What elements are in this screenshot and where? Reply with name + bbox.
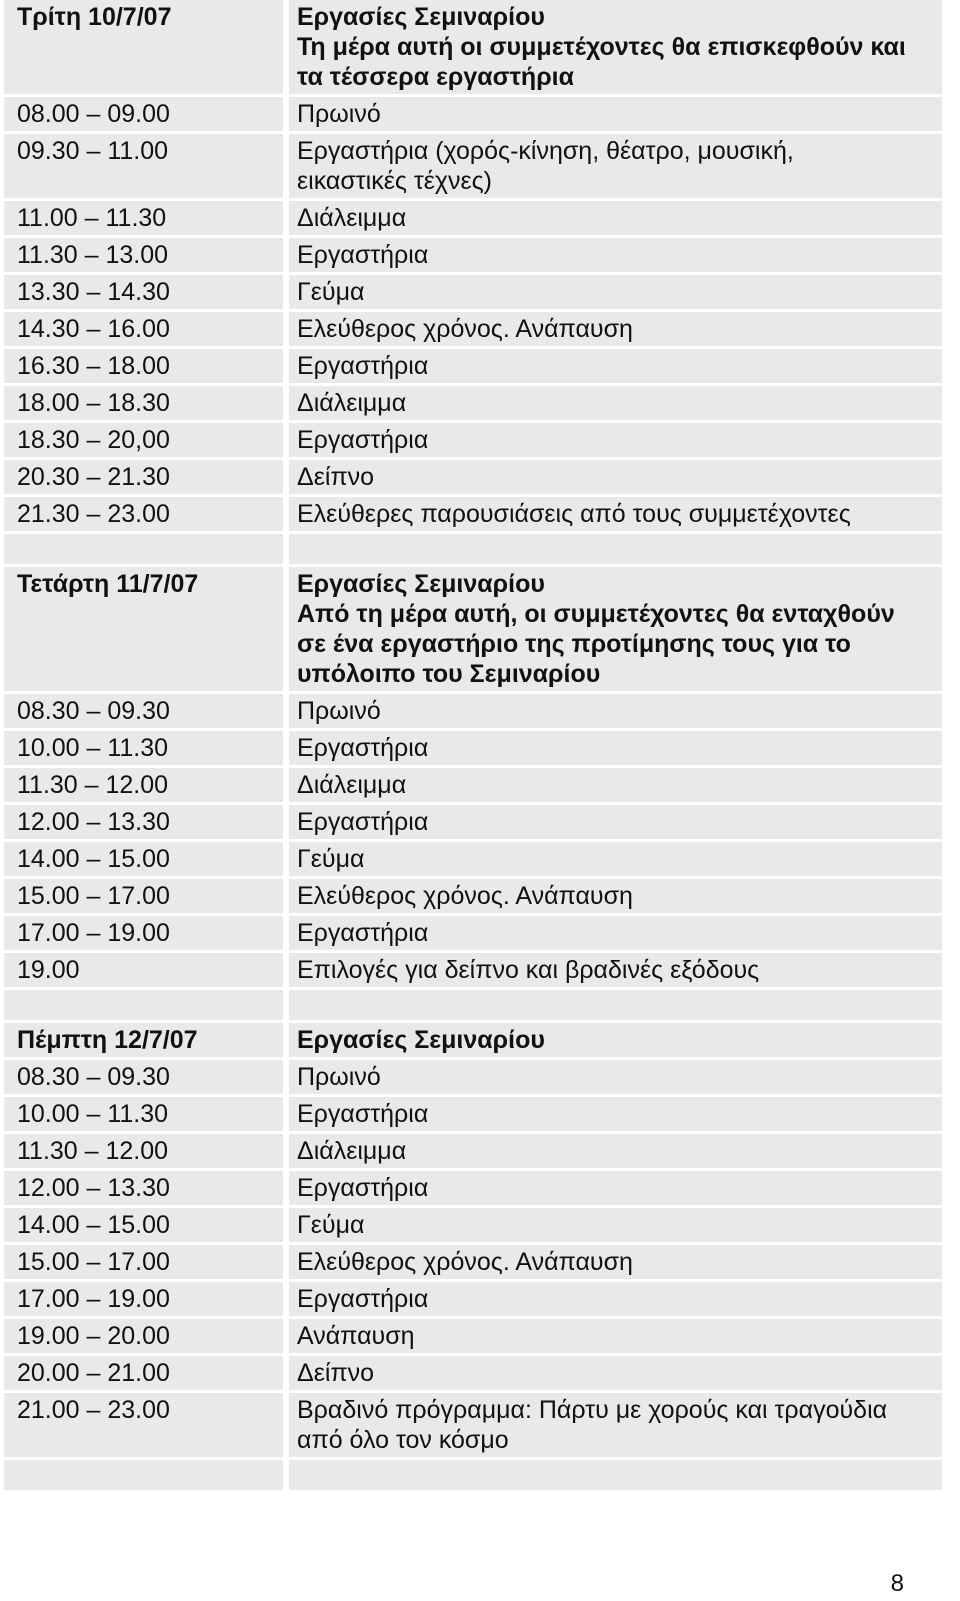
day-title: Εργασίες Σεμιναρίου [297, 3, 545, 31]
activity-line: Βραδινό πρόγραμμα: Πάρτυ με χορούς και τραγούδια [297, 1396, 888, 1424]
day-description-line: τα τέσσερα εργαστήρια [297, 63, 574, 91]
day-date: Τρίτη 10/7/07 [4, 0, 283, 94]
time-slot: 11.30 – 12.00 [4, 768, 283, 802]
time-slot: 10.00 – 11.30 [4, 1097, 283, 1131]
activity-line: Εργαστήρια [297, 1100, 429, 1128]
activity [289, 497, 942, 531]
activity [289, 97, 942, 131]
activity [289, 1393, 942, 1457]
day-header-row [4, 0, 942, 94]
schedule-row [4, 386, 942, 420]
activity-line: Ανάπαυση [297, 1322, 415, 1350]
activity-line: Διάλειμμα [297, 389, 407, 417]
schedule-row [4, 953, 942, 987]
empty-cell [4, 1460, 283, 1490]
time-slot: 12.00 – 13.30 [4, 805, 283, 839]
schedule-row [4, 1060, 942, 1094]
time-slot: 21.00 – 23.00 [4, 1393, 283, 1457]
activity-line: Εργαστήρια [297, 1285, 429, 1313]
day-header-row [4, 1023, 942, 1057]
time-slot: 20.30 – 21.30 [4, 460, 283, 494]
activity-line: Εργαστήρια [297, 919, 429, 947]
day-title: Εργασίες Σεμιναρίου [297, 1026, 545, 1054]
schedule-row [4, 1134, 942, 1168]
activity [289, 349, 942, 383]
day-description-line: Από τη μέρα αυτή, οι συμμετέχοντες θα ενταχθούν [297, 600, 895, 628]
time-slot: 19.00 – 20.00 [4, 1319, 283, 1353]
day-heading [289, 1023, 942, 1057]
time-slot: 14.30 – 16.00 [4, 312, 283, 346]
time-slot: 11.00 – 11.30 [4, 201, 283, 235]
time-slot: 11.30 – 12.00 [4, 1134, 283, 1168]
page-number: 8 [890, 1570, 904, 1597]
spacer-row [4, 990, 942, 1020]
activity [289, 1319, 942, 1353]
activity [289, 1245, 942, 1279]
activity-line: Εργαστήρια [297, 426, 429, 454]
activity-line: Γεύμα [297, 845, 365, 873]
time-slot: 15.00 – 17.00 [4, 1245, 283, 1279]
schedule-row [4, 916, 942, 950]
empty-cell [4, 534, 283, 564]
activity-line: Εργαστήρια [297, 734, 429, 762]
day-date: Πέμπτη 12/7/07 [4, 1023, 283, 1057]
time-slot: 08.00 – 09.00 [4, 97, 283, 131]
time-slot: 11.30 – 13.00 [4, 238, 283, 272]
activity-line: Εργαστήρια [297, 808, 429, 836]
activity-line: Εργαστήρια [297, 1174, 429, 1202]
activity-line: Διάλειμμα [297, 1137, 407, 1165]
activity [289, 312, 942, 346]
activity [289, 805, 942, 839]
activity-line: Επιλογές για δείπνο και βραδινές εξόδους [297, 956, 760, 984]
activity [289, 842, 942, 876]
day-heading [289, 0, 942, 94]
activity-line: εικαστικές τέχνες) [297, 167, 493, 195]
activity-line: Εργαστήρια (χορός-κίνηση, θέατρο, μουσική, [297, 137, 794, 165]
activity [289, 460, 942, 494]
activity [289, 238, 942, 272]
schedule-row [4, 1393, 942, 1457]
empty-cell [289, 990, 942, 1020]
activity [289, 879, 942, 913]
activity [289, 916, 942, 950]
empty-cell [289, 534, 942, 564]
activity-line: Πρωινό [297, 100, 381, 128]
activity [289, 731, 942, 765]
time-slot: 20.00 – 21.00 [4, 1356, 283, 1390]
time-slot: 17.00 – 19.00 [4, 916, 283, 950]
activity-line: από όλο τον κόσμο [297, 1426, 509, 1454]
schedule-row [4, 1245, 942, 1279]
activity [289, 1356, 942, 1390]
schedule-row [4, 97, 942, 131]
time-slot: 08.30 – 09.30 [4, 694, 283, 728]
schedule-row [4, 238, 942, 272]
schedule-table [4, 0, 942, 1493]
activity [289, 1097, 942, 1131]
activity-line: Γεύμα [297, 1211, 365, 1239]
activity [289, 201, 942, 235]
activity [289, 694, 942, 728]
activity [289, 768, 942, 802]
activity-line: Δείπνο [297, 1359, 375, 1387]
activity-line: Ελεύθερος χρόνος. Ανάπαυση [297, 315, 633, 343]
activity [289, 386, 942, 420]
schedule-row [4, 423, 942, 457]
time-slot: 12.00 – 13.30 [4, 1171, 283, 1205]
time-slot: 08.30 – 09.30 [4, 1060, 283, 1094]
schedule-row [4, 1097, 942, 1131]
schedule-row [4, 879, 942, 913]
activity-line: Δείπνο [297, 463, 375, 491]
schedule-row [4, 731, 942, 765]
time-slot: 18.00 – 18.30 [4, 386, 283, 420]
activity [289, 134, 942, 198]
day-heading [289, 567, 942, 691]
schedule-row [4, 1356, 942, 1390]
time-slot: 16.30 – 18.00 [4, 349, 283, 383]
time-slot: 10.00 – 11.30 [4, 731, 283, 765]
day-description-line: υπόλοιπο του Σεμιναρίου [297, 660, 601, 688]
schedule-row [4, 312, 942, 346]
time-slot: 18.30 – 20,00 [4, 423, 283, 457]
time-slot: 14.00 – 15.00 [4, 842, 283, 876]
activity [289, 1060, 942, 1094]
activity [289, 1282, 942, 1316]
empty-cell [4, 990, 283, 1020]
time-slot: 14.00 – 15.00 [4, 1208, 283, 1242]
activity-line: Πρωινό [297, 1063, 381, 1091]
activity [289, 1171, 942, 1205]
schedule-row [4, 134, 942, 198]
time-slot: 17.00 – 19.00 [4, 1282, 283, 1316]
schedule-row [4, 497, 942, 531]
day-header-row [4, 567, 942, 691]
activity-line: Διάλειμμα [297, 771, 407, 799]
activity [289, 423, 942, 457]
schedule-row [4, 694, 942, 728]
day-description-line: σε ένα εργαστήριο της προτίμησης τους για το [297, 630, 851, 658]
activity-line: Γεύμα [297, 278, 365, 306]
activity-line: Ελεύθερος χρόνος. Ανάπαυση [297, 1248, 633, 1276]
activity [289, 1134, 942, 1168]
schedule-row [4, 349, 942, 383]
day-title: Εργασίες Σεμιναρίου [297, 570, 545, 598]
day-date: Τετάρτη 11/7/07 [4, 567, 283, 691]
time-slot: 21.30 – 23.00 [4, 497, 283, 531]
schedule-row [4, 1208, 942, 1242]
day-description-line: Τη μέρα αυτή οι συμμετέχοντες θα επισκεφθούν και [297, 33, 906, 61]
time-slot: 09.30 – 11.00 [4, 134, 283, 198]
schedule-row [4, 805, 942, 839]
activity-line: Ελεύθερες παρουσιάσεις από τους συμμετέχοντες [297, 500, 851, 528]
schedule-row [4, 460, 942, 494]
spacer-row [4, 1460, 942, 1490]
empty-cell [289, 1460, 942, 1490]
activity [289, 275, 942, 309]
time-slot: 13.30 – 14.30 [4, 275, 283, 309]
schedule-row [4, 1171, 942, 1205]
schedule-row [4, 1282, 942, 1316]
activity-line: Εργαστήρια [297, 352, 429, 380]
spacer-row [4, 534, 942, 564]
schedule-row [4, 201, 942, 235]
schedule-row [4, 768, 942, 802]
time-slot: 19.00 [4, 953, 283, 987]
schedule-row [4, 275, 942, 309]
schedule-row [4, 1319, 942, 1353]
time-slot: 15.00 – 17.00 [4, 879, 283, 913]
activity-line: Εργαστήρια [297, 241, 429, 269]
activity-line: Διάλειμμα [297, 204, 407, 232]
activity [289, 1208, 942, 1242]
activity [289, 953, 942, 987]
schedule-row [4, 842, 942, 876]
activity-line: Πρωινό [297, 697, 381, 725]
activity-line: Ελεύθερος χρόνος. Ανάπαυση [297, 882, 633, 910]
